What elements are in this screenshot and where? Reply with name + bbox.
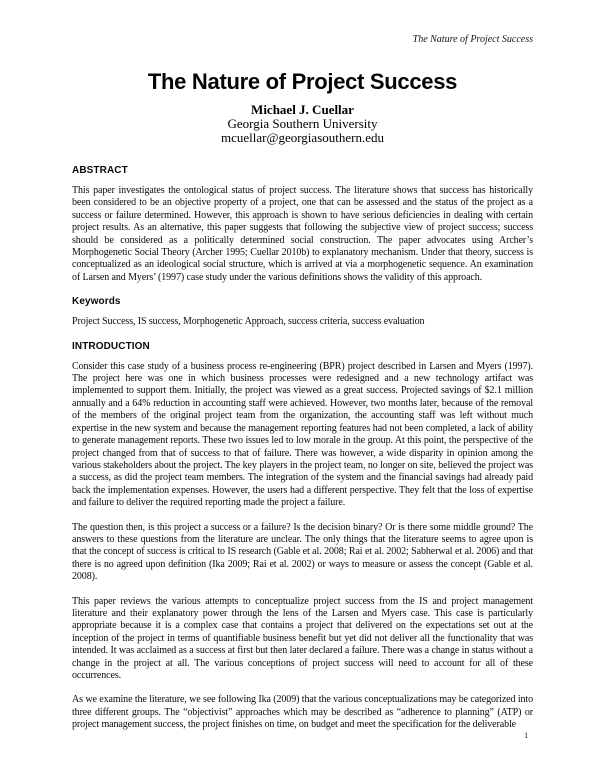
paper-title: The Nature of Project Success xyxy=(147,69,458,94)
author-affiliation: Georgia Southern University xyxy=(227,116,378,131)
keywords-text: Project Success, IS success, Morphogenetic Approach, success criteria, success evaluation xyxy=(72,316,425,328)
section-heading-keywords: Keywords xyxy=(72,296,121,308)
author-email: mcuellar@georgiasouthern.edu xyxy=(221,130,384,145)
abstract-paragraph: This paper investigates the ontological status of project success. The literature shows that success has historically been considered to be an objective property of a project, one that can be assessed and the status of the project as a success or failure determined. However, this approach is shown to have serious deficiencies in dealing with certain project results. As an alternative, this paper suggests that following the subjective view of project success; success should be considered as a politically determined social construction. The paper advocates using Archer’s Morphogenetic Social Theory (Archer 1995; Cuellar 2010b) to explanatory mechanism. Under that theory, success is conceptualized as an ideological social structure, which is arrived at via a morphogenetic sequence. An examination of Larsen and Myers’ (1997) case study under the various definitions shows the validity of this approach. xyxy=(72,185,533,283)
page-number: 1 xyxy=(524,730,529,740)
section-heading-introduction: INTRODUCTION xyxy=(72,340,150,352)
author-name: Michael J. Cuellar xyxy=(251,102,354,117)
intro-paragraph-2: The question then, is this project a success or a failure? Is the decision binary? Or is there some middle ground? The answers to these questions from the literature are unclear. The only things that the literature seems to agree upon is that the concept of success is critical to IS research (Gable et al. 2008; Rai et al. 2002; Sabherwal et al. 2006) and that there is no agreed upon definition (Ika 2009; Rai et al. 2002) or ways to measure or assess the concept (Gable et al. 2008). xyxy=(72,521,533,583)
intro-paragraph-3: This paper reviews the various attempts to conceptualize project success from the IS and project management literature and their explanatory power through the lens of the Larsen and Myers case. This case is particularly appropriate because it is a complex case that contains a project that delivered on the expectations set out at the inception of the project in terms of quantifiable business benefit but yet did not deliver all the functionality that was intended. It was acclaimed as a success at first but then later declared a failure. There was a change in status without a change in the project at all. The various conceptions of project success will need to account for all of these occurrences. xyxy=(72,595,533,681)
section-heading-abstract: ABSTRACT xyxy=(72,165,128,176)
running-header: The Nature of Project Success xyxy=(412,34,533,45)
intro-paragraph-1: Consider this case study of a business process re-engineering (BPR) project described in Larsen and Myers (1997). The project here was one in which business processes were redesigned and a new technology artifact was implemented to support them. Initially, the project was viewed as a great success. Projected savings of $2.1 million annually and a 64% reduction in accounting staff were achieved. However, two months later, because of the removal of the members of the original project team from the organization, the accounting staff was left without much expertise in the new system and because the management reporting features had not been completed, a lack of ability to generate management reports. These two issues led to low morale in the group. At this point, the perspective of the project changed from that of success to that of failure. There was however, a wide disparity in opinion among the various stakeholders about the project. The key players in the project team, no longer on site, believed the project was a success, as did the project team members. The integration of the system and the financial savings had already paid back the implementation expenses. However, the users had a different perspective. They felt that the loss of expertise and failure to deliver the required reporting made the project a failure. xyxy=(72,360,533,509)
intro-paragraph-4: As we examine the literature, we see following Ika (2009) that the various conceptualizations may be categorized into three different groups. The “objectivist” approaches which may be described as “adherence to planning” (ATP) or project management success, the project finishes on time, on budget and meet the specification for the deliverable xyxy=(72,694,533,731)
